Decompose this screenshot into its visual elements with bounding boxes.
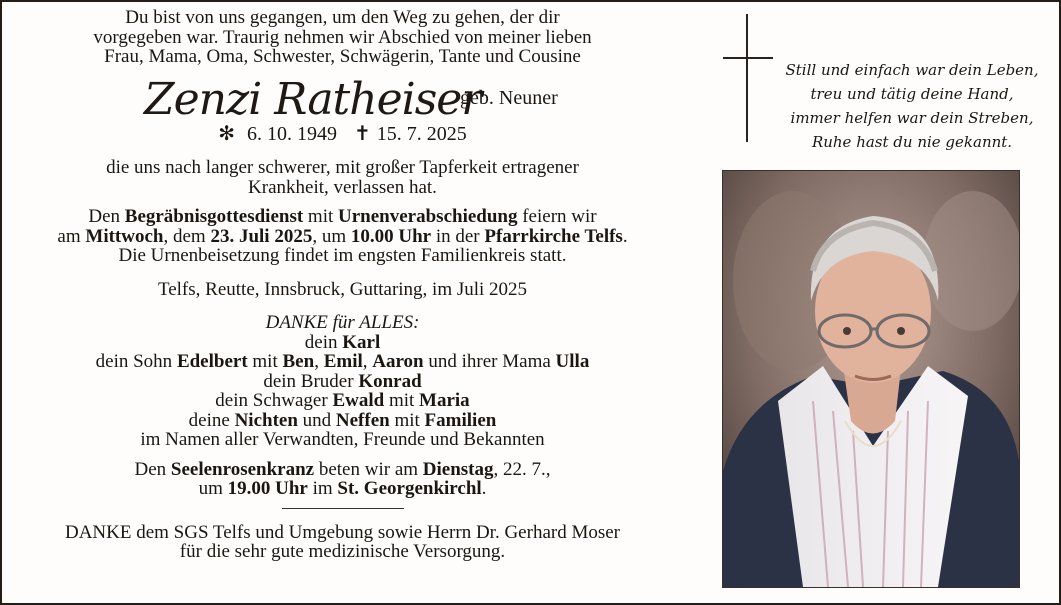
family-line-2: dein Sohn Edelbert mit Ben, Emil, Aaron und ihrer Mama Ulla — [95, 351, 590, 372]
divider — [282, 508, 404, 509]
poem-line-2: treu und tätig deine Hand, — [810, 85, 1014, 103]
intro-line-3: Frau, Mama, Oma, Schwester, Schwägerin, Tante und Cousine — [104, 46, 581, 67]
closing-line-1: DANKE dem SGS Telfs und Umgebung sowie Herrn Dr. Gerhard Moser — [64, 521, 621, 543]
family-line-5: deine Nichten und Neffen mit Familien — [188, 409, 497, 431]
rosary-line-1: Den Seelenrosenkranz beten wir am Dienstag, 22. 7., — [134, 458, 551, 480]
family-line-3: dein Bruder Konrad — [263, 370, 422, 392]
rosary-line-2: um 19.00 Uhr im St. Georgenkirchl. — [198, 478, 487, 499]
family-line-4: dein Schwager Ewald mit Maria — [215, 390, 470, 411]
portrait-illustration — [723, 171, 1019, 587]
birth-date: 6. 10. 1949 — [247, 122, 337, 145]
illness-line-1: die uns nach langer schwerer, mit großer Tapferkeit ertragener — [106, 157, 579, 178]
obituary-text — [20, 8, 665, 562]
intro-line-1: Du bist von uns gegangen, um den Weg zu gehen, der dir — [125, 7, 560, 28]
closing-line-2: für die sehr gute medizinische Versorgung. — [179, 541, 506, 562]
poem-line-4: Ruhe hast du nie gekannt. — [811, 133, 1013, 151]
illness-line-2: Krankheit, verlassen hat. — [248, 176, 437, 198]
place-date: Telfs, Reutte, Innsbruck, Guttaring, im Juli 2025 — [157, 278, 528, 300]
family-line-6: im Namen aller Verwandten, Freunde und Bekannten — [140, 429, 545, 450]
intro-line-2: vorgegeben war. Traurig nehmen wir Abschied von meiner lieben — [93, 26, 592, 48]
cross-icon — [746, 14, 748, 142]
life-dates — [20, 122, 665, 145]
poem-line-1: Still und einfach war dein Leben, — [785, 61, 1039, 79]
death-icon: ✝ — [354, 122, 371, 145]
deceased-name: Zenzi Ratheiser — [144, 73, 482, 125]
maiden-name: geb. Neuner — [460, 86, 558, 109]
name-row — [20, 75, 665, 125]
poem-line-3: immer helfen war dein Streben, — [790, 109, 1034, 127]
cross-icon-bar — [723, 57, 773, 59]
birth-icon: ✻ — [218, 122, 235, 145]
death-date: 15. 7. 2025 — [376, 122, 467, 145]
thanks-heading: DANKE für ALLES: — [265, 312, 420, 333]
portrait-photo — [722, 170, 1020, 588]
funeral-line-3: Die Urnenbeisetzung findet im engsten Familienkreis statt. — [118, 245, 567, 266]
funeral-line-2: am Mittwoch, dem 23. Juli 2025, um 10.00 Uhr in der Pfarrkirche Telfs. — [57, 225, 628, 247]
family-line-1: dein Karl — [304, 331, 381, 353]
poem — [782, 58, 1042, 154]
funeral-line-1: Den Begräbnisgottesdienst mit Urnenverabschiedung feiern wir — [88, 206, 597, 227]
